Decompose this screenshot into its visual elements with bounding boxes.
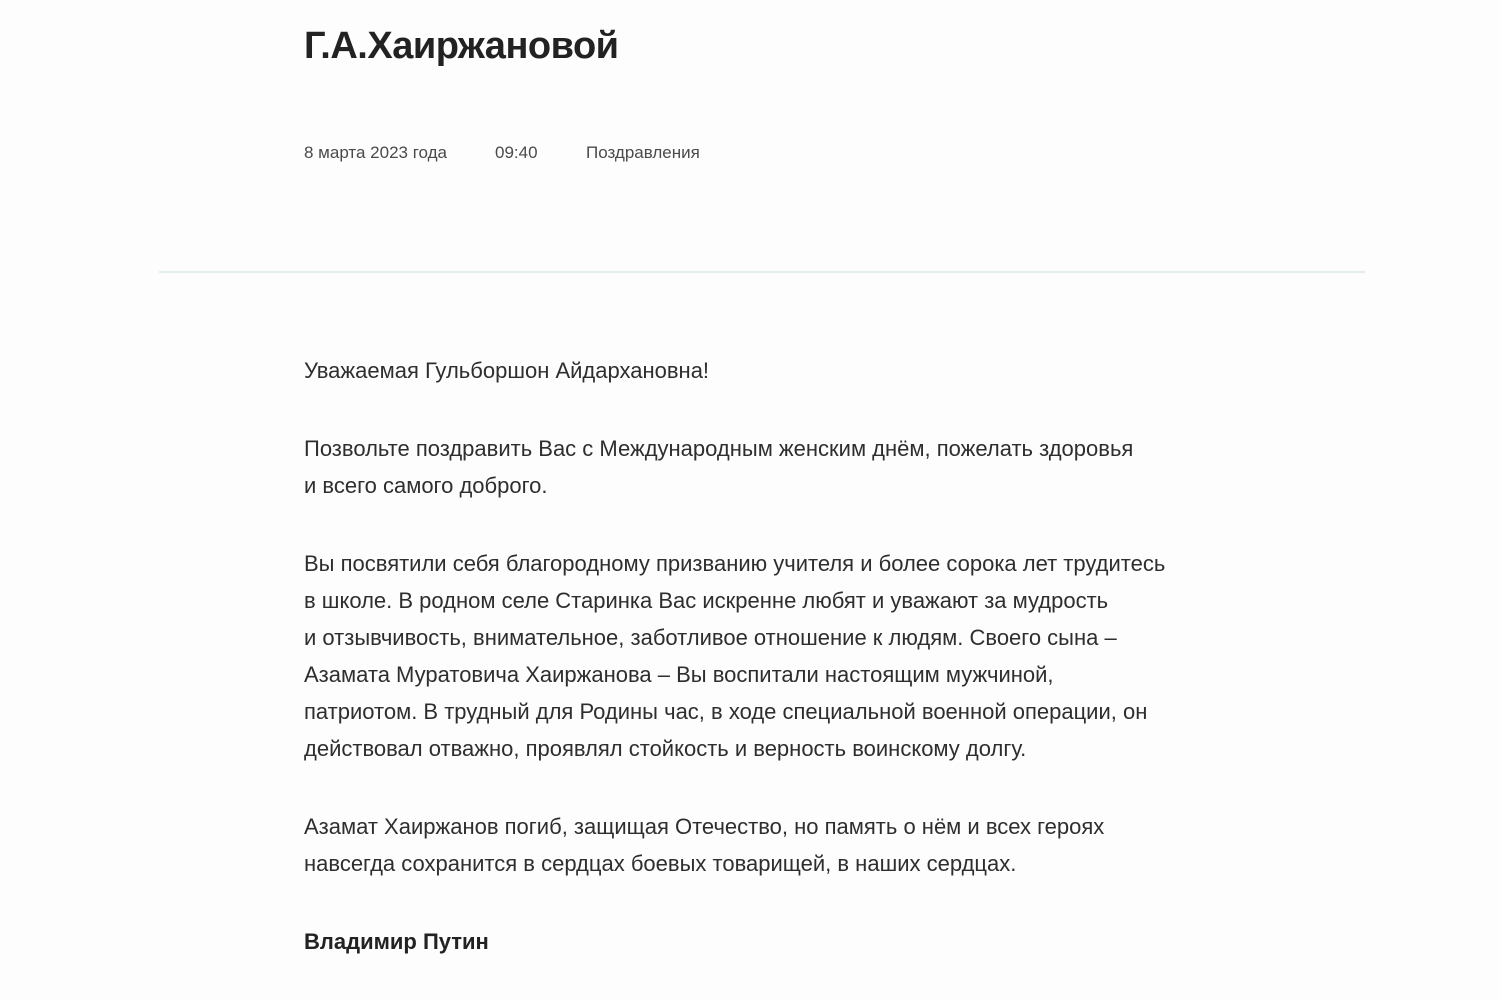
category-link[interactable]: Поздравления bbox=[586, 143, 700, 162]
publish-time: 09:40 bbox=[495, 143, 538, 162]
page-title: Г.А.Хаиржановой bbox=[304, 25, 619, 67]
publish-date: 8 марта 2023 года bbox=[304, 143, 447, 162]
signature: Владимир Путин bbox=[304, 929, 489, 954]
body-paragraph: Вы посвятили себя благородному призванию учителя и более сорока лет трудитесь в школе. В родном селе Старинка Вас искренне любят и уважают за мудрость и отзывчивость, внимательное, заботливое отношение к людям. Своего сына – Азамата Муратовича Хаиржанова – Вы воспитали настоящим мужчиной, патриотом. В трудный для Родины час, в ходе специальной военной операции, он действовал отважно, проявлял стойкость и верность воинскому долгу. bbox=[304, 551, 1166, 761]
body-paragraph: Позвольте поздравить Вас с Международным женским днём, пожелать здоровья и всего самого доброго. bbox=[304, 436, 1134, 498]
article-body bbox=[304, 352, 1224, 1001]
body-paragraph: Азамат Хаиржанов погиб, защищая Отечество, но память о нём и всех героях навсегда сохранится в сердцах боевых товарищей, в наших сердцах. bbox=[304, 814, 1105, 876]
header-divider bbox=[159, 271, 1365, 273]
greeting-paragraph: Уважаемая Гульборшон Айдархановна! bbox=[304, 358, 710, 383]
